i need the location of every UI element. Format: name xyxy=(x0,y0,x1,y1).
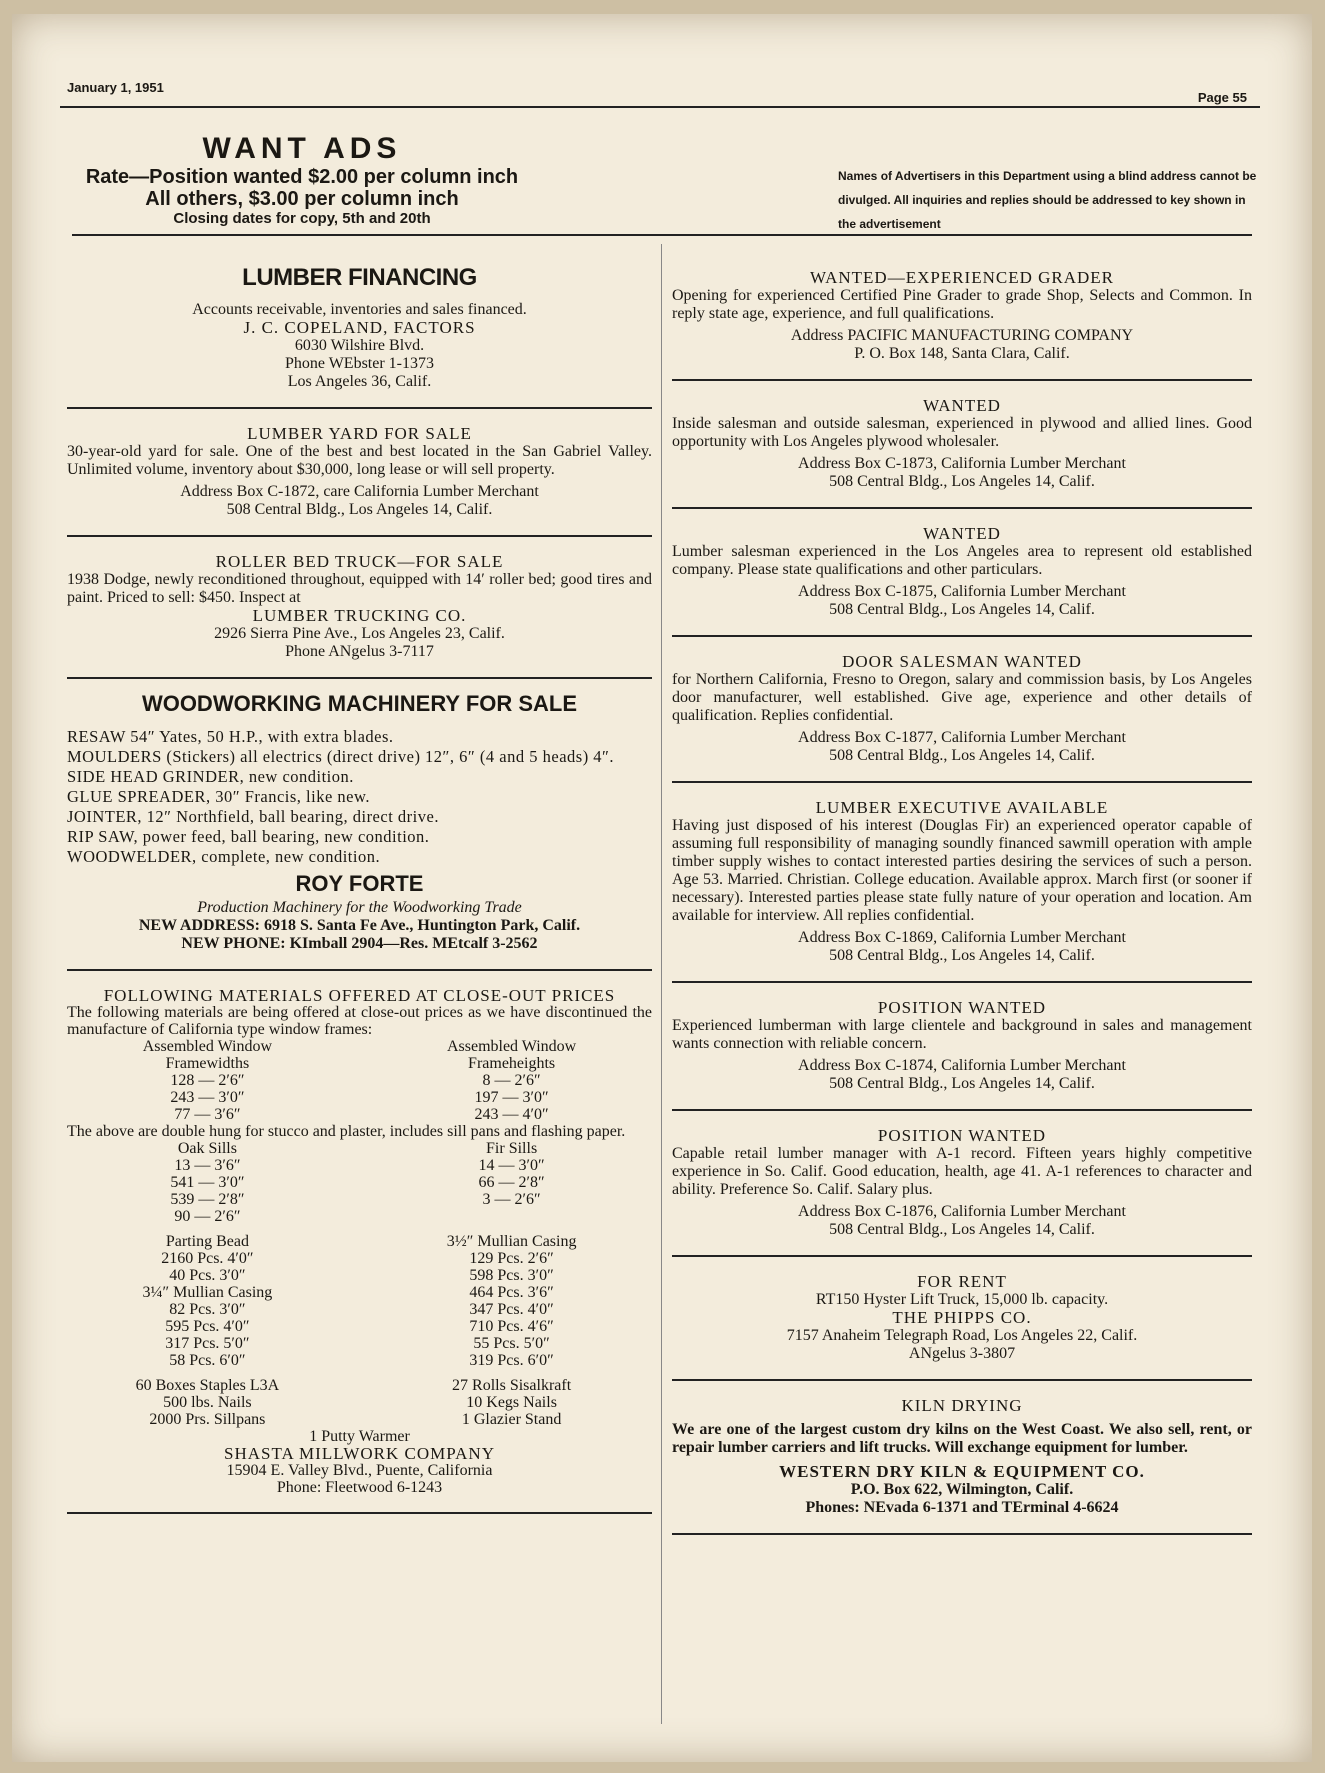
company-name: WESTERN DRY KILN & EQUIPMENT CO. xyxy=(779,1462,1145,1481)
ad-address: Address Box C-1873, California Lumber Merchant xyxy=(798,455,1126,472)
ad-divider xyxy=(672,1255,1252,1257)
company-name: THE PHIPPS CO. xyxy=(892,1308,1032,1327)
header-rule xyxy=(60,106,1260,108)
misc-items xyxy=(67,1377,652,1428)
ad-divider xyxy=(67,407,652,409)
framewidths-list xyxy=(67,1038,348,1123)
list-heading: Assembled Window xyxy=(446,1038,577,1055)
ad-line: J. C. COPELAND, FACTORS xyxy=(243,318,476,337)
closing-dates: Closing dates for copy, 5th and 20th xyxy=(173,210,431,227)
list-item: 595 Pcs. 4′0″ xyxy=(165,1318,250,1335)
list-item: 347 Pcs. 4′0″ xyxy=(469,1301,554,1318)
fir-sills-list xyxy=(371,1140,652,1225)
sills xyxy=(67,1140,652,1225)
list-item: 197 — 3′0″ xyxy=(474,1089,549,1106)
list-item: 3 — 2′6″ xyxy=(482,1191,541,1208)
ad-address: P. O. Box 148, Santa Clara, Calif. xyxy=(854,345,1070,362)
window-frames xyxy=(67,1038,652,1123)
list-item: 500 lbs. Nails xyxy=(163,1394,252,1411)
list-heading: Framewidths xyxy=(165,1055,250,1072)
ad-address: 508 Central Bldg., Los Angeles 14, Calif. xyxy=(829,1075,1095,1092)
misc-left-list xyxy=(67,1377,348,1428)
list-item: 55 Pcs. 5′0″ xyxy=(473,1335,550,1352)
ad-address: Address Box C-1872, care California Lumber Merchant xyxy=(180,483,539,500)
ad-divider xyxy=(67,969,652,971)
ad-divider xyxy=(672,1379,1252,1381)
rate-others: All others, $3.00 per column inch xyxy=(145,188,459,210)
list-item: JOINTER, 12″ Northfield, ball bearing, direct drive. xyxy=(67,807,439,826)
ad-title: POSITION WANTED xyxy=(877,998,1047,1017)
ad-body: Inside salesman and outside salesman, experienced in plywood and allied lines. Good opportunity with Los Angeles plywood wholesaler. xyxy=(672,415,1252,450)
ad-divider xyxy=(672,635,1252,637)
ad-title: DOOR SALESMAN WANTED xyxy=(842,652,1082,671)
list-item: 1 Glazier Stand xyxy=(461,1411,562,1428)
rate-position: Rate—Position wanted $2.00 per column inch xyxy=(85,166,519,188)
list-item: 317 Pcs. 5′0″ xyxy=(165,1335,250,1352)
ad-divider xyxy=(672,781,1252,783)
ad-address: 508 Central Bldg., Los Angeles 14, Calif. xyxy=(226,501,493,518)
list-item: 58 Pcs. 6′0″ xyxy=(169,1352,246,1369)
list-item: 129 Pcs. 2′6″ xyxy=(469,1250,554,1267)
ad-title: LUMBER EXECUTIVE AVAILABLE xyxy=(815,798,1109,817)
ad-address: Address Box C-1875, California Lumber Merchant xyxy=(798,583,1126,600)
want-ads-masthead xyxy=(67,132,537,228)
ad-address: 508 Central Bldg., Los Angeles 14, Calif. xyxy=(829,473,1095,490)
page-number: Page 55 xyxy=(1197,90,1247,105)
list-item: 90 — 2′6″ xyxy=(174,1208,241,1225)
ad-title: WANTED xyxy=(923,524,1001,543)
company-address: 15904 E. Valley Blvd., Puente, California xyxy=(226,1462,493,1479)
list-item: 598 Pcs. 3′0″ xyxy=(469,1267,554,1284)
ad-divider xyxy=(672,379,1252,381)
ad-title: WANTED—EXPERIENCED GRADER xyxy=(809,268,1115,287)
ad-title: WOODWORKING MACHINERY FOR SALE xyxy=(141,691,578,716)
list-item: 2160 Pcs. 4′0″ xyxy=(161,1250,254,1267)
ad-title: FOR RENT xyxy=(917,1272,1007,1291)
list-item: 710 Pcs. 4′6″ xyxy=(469,1318,554,1335)
mullian-casing-list xyxy=(371,1233,652,1369)
list-item: 464 Pcs. 3′6″ xyxy=(469,1284,554,1301)
list-item: RIP SAW, power feed, ball bearing, new condition. xyxy=(67,827,430,846)
ad-line: Phone WEbster 1-1373 xyxy=(284,355,434,372)
ad-body: Experienced lumberman with large clientele and background in sales and management wants connection with reliable concern. xyxy=(672,1017,1252,1052)
ad-lumber-yard xyxy=(67,425,652,519)
list-item: WOODWELDER, complete, new condition. xyxy=(67,847,381,866)
new-phone: NEW PHONE: KImball 2904—Res. MEtcalf 3-2562 xyxy=(181,935,538,952)
ad-body: Having just disposed of his interest (Douglas Fir) an experienced operator capable of assuming full responsibility of managing soundly financed sawmill operation with ample timber supply wishes to contact interested parties desiring the services of such a person. Age 53. Married. Christian. College education. Available approx. March first (or sooner if necessary). Interested parties please state fully nature of your operation and location. Am available for interview. All replies confidential. xyxy=(672,817,1252,924)
ad-woodworking-machinery xyxy=(67,691,652,953)
ad-body: 30-year-old yard for sale. One of the best and best located in the San Gabriel Valley. Unlimited volume, inventory about $30,000, long lease or will sell property. xyxy=(67,443,652,478)
ad-divider xyxy=(67,677,652,679)
oak-sills-list xyxy=(67,1140,348,1225)
ad-body: The following materials are being offered at close-out prices as we have discontinued the manufacture of California type window frames: xyxy=(67,1004,652,1038)
list-item: 8 — 2′6″ xyxy=(482,1072,541,1089)
ad-address: 508 Central Bldg., Los Angeles 14, Calif. xyxy=(829,1221,1095,1238)
list-item: 77 — 3′6″ xyxy=(174,1106,241,1123)
ad-kiln-drying xyxy=(672,1397,1252,1517)
ad-wanted-plywood xyxy=(672,397,1252,491)
ad-divider xyxy=(672,1533,1252,1535)
list-item: MOULDERS (Stickers) all electrics (direct drive) 12″, 6″ (4 and 5 heads) 4″. xyxy=(67,747,615,766)
list-heading: Fir Sills xyxy=(486,1140,538,1157)
company-phone: Phone: Fleetwood 6-1243 xyxy=(276,1479,443,1496)
ad-title: FOLLOWING MATERIALS OFFERED AT CLOSE-OUT PRICES xyxy=(103,986,616,1005)
issue-date: January 1, 1951 xyxy=(67,80,164,95)
ad-title: LUMBER YARD FOR SALE xyxy=(247,424,472,443)
list-item: 14 — 3′0″ xyxy=(478,1157,545,1174)
list-item: 13 — 3′6″ xyxy=(174,1157,241,1174)
frameheights-list xyxy=(371,1038,652,1123)
ad-closeout-materials xyxy=(67,987,652,1496)
ad-grader-wanted xyxy=(672,269,1252,363)
list-item: 27 Rolls Sisalkraft xyxy=(452,1377,572,1394)
casings xyxy=(67,1233,652,1369)
list-item: SIDE HEAD GRINDER, new condition. xyxy=(67,767,354,786)
ad-line: Phone ANgelus 3-7117 xyxy=(285,643,434,660)
column-divider xyxy=(661,244,662,1724)
ad-lumber-executive xyxy=(672,799,1252,965)
ad-address: 508 Central Bldg., Los Angeles 14, Calif. xyxy=(829,747,1095,764)
ad-title: ROLLER BED TRUCK—FOR SALE xyxy=(215,552,504,571)
list-heading: 3½″ Mullian Casing xyxy=(446,1233,577,1250)
list-item: 66 — 2′8″ xyxy=(478,1174,545,1191)
section-title: WANT ADS xyxy=(202,132,402,165)
list-heading: Assembled Window xyxy=(142,1038,273,1055)
list-item: 60 Boxes Staples L3A xyxy=(135,1377,280,1394)
ad-divider xyxy=(67,1512,652,1514)
list-item: 541 — 3′0″ xyxy=(170,1174,245,1191)
list-item: 243 — 3′0″ xyxy=(170,1089,245,1106)
company-address: P.O. Box 622, Wilmington, Calif. xyxy=(850,1481,1074,1498)
ad-address: Address Box C-1874, California Lumber Merchant xyxy=(798,1057,1126,1074)
list-item: RESAW 54″ Yates, 50 H.P., with extra blades. xyxy=(67,727,394,746)
tagline: Production Machinery for the Woodworking Trade xyxy=(197,899,522,916)
company-name: ROY FORTE xyxy=(295,871,424,896)
list-heading: Parting Bead xyxy=(165,1233,249,1250)
ad-address: Address Box C-1877, California Lumber Merchant xyxy=(798,729,1126,746)
masthead-rule xyxy=(72,234,1252,236)
ad-door-salesman xyxy=(672,653,1252,765)
parting-bead-list xyxy=(67,1233,348,1369)
right-column xyxy=(672,269,1252,1551)
ad-line: 2926 Sierra Pine Ave., Los Angeles 23, Calif. xyxy=(214,625,505,642)
ad-body: Opening for experienced Certified Pine Grader to grade Shop, Selects and Common. In reply state age, experience, and full qualifications. xyxy=(672,287,1252,322)
ad-title: POSITION WANTED xyxy=(877,1126,1047,1145)
ad-address: Address Box C-1876, California Lumber Merchant xyxy=(798,1203,1126,1220)
company-phone: Phones: NEvada 6-1371 and TErminal 4-6624 xyxy=(805,1499,1119,1516)
ad-body: 1938 Dodge, newly reconditioned throughout, equipped with 14′ roller bed; good tires and paint. Priced to sell: $450. Inspect at xyxy=(67,571,652,606)
machinery-list xyxy=(67,727,652,867)
ad-divider xyxy=(672,981,1252,983)
ad-divider xyxy=(672,507,1252,509)
company-address: 7157 Anaheim Telegraph Road, Los Angeles 22, Calif. xyxy=(786,1327,1138,1344)
list-item: 82 Pcs. 3′0″ xyxy=(169,1301,246,1318)
list-heading: 3¼″ Mullian Casing xyxy=(142,1284,273,1301)
list-item: 2000 Prs. Sillpans xyxy=(149,1411,266,1428)
new-address: NEW ADDRESS: 6918 S. Santa Fe Ave., Huntington Park, Calif. xyxy=(138,917,581,934)
list-item: 40 Pcs. 3′0″ xyxy=(169,1267,246,1284)
ad-address: 508 Central Bldg., Los Angeles 14, Calif. xyxy=(829,601,1095,618)
ad-divider xyxy=(67,535,652,537)
ad-title: LUMBER FINANCING xyxy=(242,264,477,291)
ad-body: We are one of the largest custom dry kilns on the West Coast. We also sell, rent, or repair lumber carriers and lift trucks. Will exchange equipment for lumber. xyxy=(672,1421,1252,1456)
list-item: 319 Pcs. 6′0″ xyxy=(469,1352,554,1369)
ad-body: Lumber salesman experienced in the Los Angeles area to represent old established company. Please state qualifications and other particulars. xyxy=(672,543,1252,578)
ad-line: 6030 Wilshire Blvd. xyxy=(294,337,425,354)
newspaper-page xyxy=(12,14,1312,1762)
ad-line: Accounts receivable, inventories and sales financed. xyxy=(192,301,527,318)
ad-wanted-lumber-salesman xyxy=(672,525,1252,619)
ad-for-rent xyxy=(672,1273,1252,1363)
ad-position-wanted-1 xyxy=(672,999,1252,1093)
ad-address: Address Box C-1869, California Lumber Merchant xyxy=(798,929,1126,946)
company-name: SHASTA MILLWORK COMPANY xyxy=(223,1444,495,1463)
ad-body: for Northern California, Fresno to Oregon, salary and commission basis, by Los Angeles door manufacturer, well established. Give age, experience and other details of qualification. Replies confidential. xyxy=(672,671,1252,724)
list-item: 243 — 4′0″ xyxy=(474,1106,549,1123)
ad-note: The above are double hung for stucco and plaster, includes sill pans and flashing paper. xyxy=(67,1123,626,1140)
ad-address: 508 Central Bldg., Los Angeles 14, Calif. xyxy=(829,947,1095,964)
ad-roller-truck xyxy=(67,553,652,661)
list-item: 10 Kegs Nails xyxy=(466,1394,557,1411)
ad-body: RT150 Hyster Lift Truck, 15,000 lb. capacity. xyxy=(815,1291,1109,1308)
ad-position-wanted-2 xyxy=(672,1127,1252,1239)
list-item: 539 — 2′8″ xyxy=(170,1191,245,1208)
blind-address-note: Names of Advertisers in this Department using a blind address cannot be divulged. All inquiries and replies should be addressed to key shown in the advertisement xyxy=(838,169,1257,231)
list-item: 128 — 2′6″ xyxy=(170,1072,245,1089)
ad-title: KILN DRYING xyxy=(901,1396,1023,1415)
list-item: 1 Putty Warmer xyxy=(309,1428,410,1445)
ad-line: Los Angeles 36, Calif. xyxy=(287,373,432,390)
company-phone: ANgelus 3-3807 xyxy=(908,1345,1016,1362)
ad-line: LUMBER TRUCKING CO. xyxy=(252,606,467,625)
list-heading: Frameheights xyxy=(468,1055,556,1072)
left-column xyxy=(67,264,652,1530)
list-item: GLUE SPREADER, 30″ Francis, like new. xyxy=(67,787,370,806)
ad-body: Capable retail lumber manager with A-1 record. Fifteen years highly competitive experience in So. Calif. Good education, health, age 41. A-1 references to character and ability. Preference So. Calif. Salary plus. xyxy=(672,1145,1252,1198)
ad-address: Address PACIFIC MANUFACTURING COMPANY xyxy=(790,327,1134,344)
ad-title: WANTED xyxy=(923,396,1001,415)
misc-right-list xyxy=(371,1377,652,1428)
list-heading: Oak Sills xyxy=(177,1140,237,1157)
ad-lumber-financing xyxy=(67,264,652,391)
ad-divider xyxy=(672,1109,1252,1111)
